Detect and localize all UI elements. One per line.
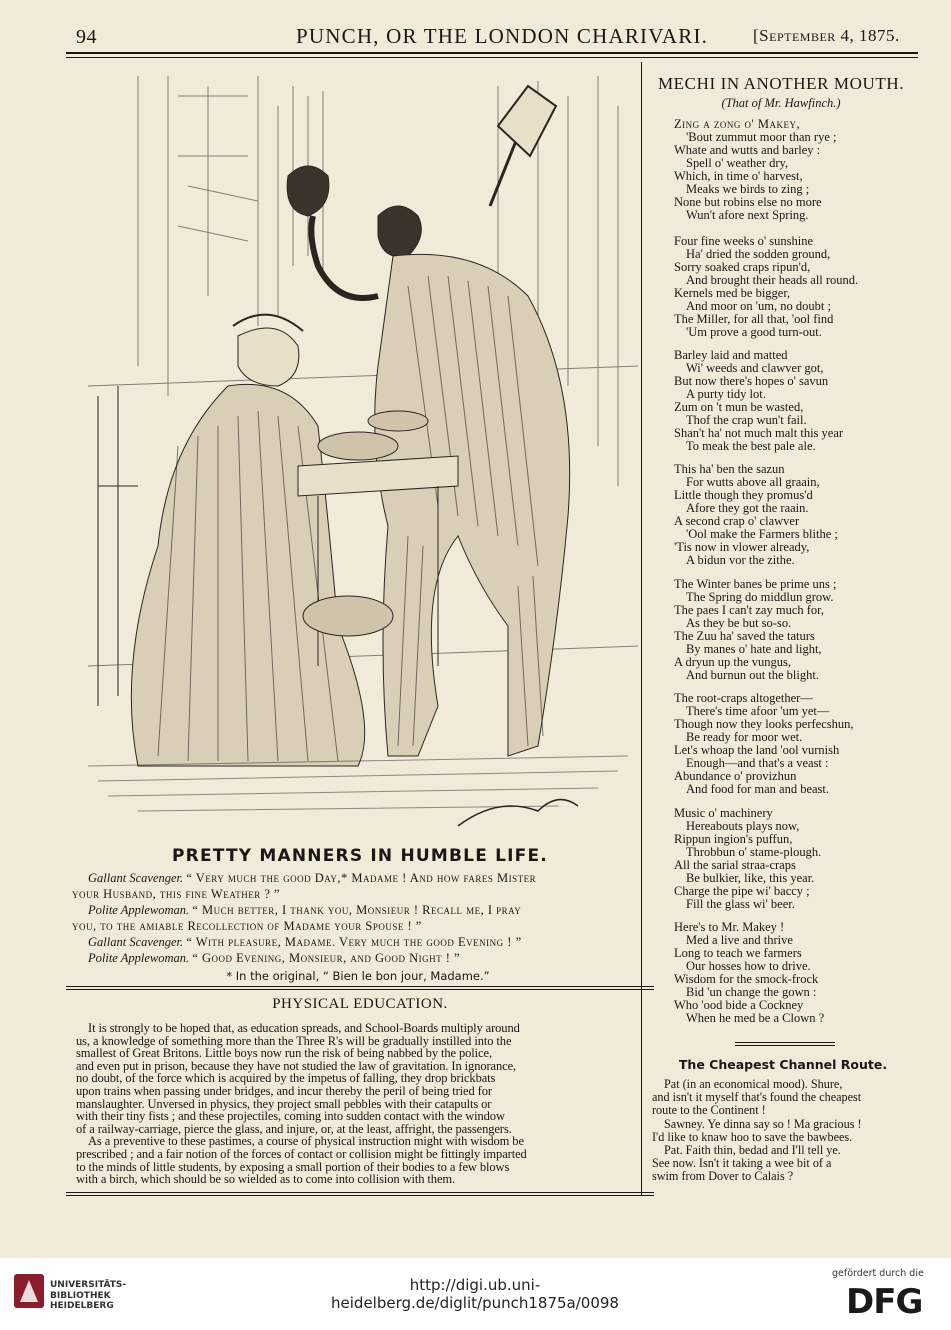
poem-line: Let's whoap the land 'ool vurnish — [674, 743, 840, 757]
article-line: prescribed ; and a fair notion of the forces of contact or collision might be fittingly imparted — [76, 1147, 527, 1161]
poem-line: And moor on 'um, no doubt ; — [686, 299, 831, 313]
section-rule — [735, 1042, 835, 1043]
route-line: and isn't it myself that's found the cheapest — [652, 1090, 862, 1105]
dialogue-line: your Husband, this fine Weather ? ” — [72, 887, 281, 901]
institution-line: HEIDELBERG — [50, 1301, 114, 1311]
poem-line: Zing a zong o' Makey, — [674, 117, 801, 131]
university-seal-icon — [12, 1272, 46, 1310]
poem-line: The Winter banes be prime uns ; — [674, 577, 837, 591]
poem-line: Hereabouts plays now, — [686, 819, 800, 833]
poem-line: But now there's hopes o' savun — [674, 374, 829, 388]
dialogue-text: “ Very much the good Day,* Madame ! And how fares Mister — [186, 871, 537, 885]
section-rule — [66, 986, 654, 987]
article-line: upon trains when passing under bridges, and incur thereby the peril of being tried for — [76, 1084, 492, 1098]
speaker: Gallant Scavenger. — [88, 935, 184, 949]
article-line: no doubt, of the force which is acquired by the impetus of falling, they drop brickbats — [76, 1071, 496, 1086]
poem-line: The Spring do middlun grow. — [686, 590, 834, 604]
institution-line: BIBLIOTHEK — [50, 1290, 111, 1301]
source-url-link[interactable]: http://digi.ub.uni-heidelberg.de/diglit/punch1875a/0098 — [331, 1276, 619, 1312]
poem-line: Meaks we birds to zing ; — [686, 182, 810, 196]
poem-line: Abundance o' provizhun — [674, 769, 797, 783]
dialogue-line — [72, 870, 644, 886]
poem-line: By manes o' hate and light, — [686, 642, 822, 656]
poem-line: A bidun vor the zithe. — [686, 553, 795, 567]
poem-line: Wisdom for the smock-frock — [674, 972, 819, 986]
poem-line: The Miller, for all that, 'ool find — [674, 312, 834, 326]
poem-line: Wun't afore next Spring. — [686, 208, 809, 222]
poem-line: Which, in time o' harvest, — [674, 169, 803, 183]
dialogue-line — [72, 902, 644, 918]
poem-line: Here's to Mr. Makey ! — [674, 920, 785, 934]
article-title: PHYSICAL EDUCATION. — [272, 996, 448, 1012]
poem-line: Be bulkier, like, this year. — [686, 871, 815, 885]
poem-line: Fill the glass wi' beer. — [686, 897, 795, 911]
poem-line: Med a live and thrive — [686, 933, 793, 947]
article-line: of a railway-carriage, pierce the glass, and injure, or, at the least, affright, the passengers. — [76, 1121, 512, 1136]
dialogue-line — [72, 950, 644, 966]
engraving-illustration — [78, 66, 640, 846]
poem-line: All the sarial straa-craps — [674, 858, 796, 872]
poem-title: MECHI IN ANOTHER MOUTH. — [657, 74, 905, 93]
institution-line: UNIVERSITÄTS- — [50, 1280, 127, 1290]
poem-line: Though now they looks perfecshun, — [674, 717, 854, 731]
poem-line: Charge the pipe wi' baccy ; — [674, 884, 810, 898]
poem-line: To meak the best pale ale. — [686, 439, 816, 453]
header-rule — [66, 52, 918, 54]
article-line: and even put in prison, because they have not studied the law of gravitation. In ignorance, — [76, 1058, 517, 1073]
route-line: Pat. Faith thin, bedad and I'll tell ye. — [664, 1143, 841, 1157]
speaker: Polite Applewoman. — [88, 951, 190, 965]
issue-date: [September 4, 1875. — [753, 26, 900, 45]
poem-line: Music o' machinery — [674, 806, 773, 820]
poem-line: 'Tis now in vlower already, — [674, 540, 810, 554]
poem-line: Enough—and that's a veast : — [686, 756, 829, 770]
poem-line: And food for man and beast. — [686, 782, 830, 796]
article-line: with a birch, which should be so wielded as to come into collision with them. — [76, 1172, 456, 1187]
poem-line: Who 'ood bide a Cockney — [674, 998, 804, 1012]
poem-line: For wutts above all graain, — [686, 475, 820, 489]
poem-line: As they be but so-so. — [686, 616, 792, 630]
poem-line: Long to teach we farmers — [674, 946, 802, 960]
poem-line: A purty tidy lot. — [686, 387, 766, 401]
poem-line: None but robins else no more — [674, 195, 822, 209]
sponsor-label: gefördert durch die — [832, 1268, 924, 1279]
poem-line: Shan't ha' not much malt this year — [674, 426, 844, 440]
poem-line: Four fine weeks o' sunshine — [674, 234, 814, 248]
dialogue-line — [72, 934, 644, 950]
poem-line: Zum on 't mun be wasted, — [674, 400, 804, 414]
article-line: with their tiny fists ; and these projectiles, coming into sudden contact with the window — [76, 1109, 505, 1124]
poem-line: Little though they promus'd — [674, 488, 813, 502]
poem-line: A dryun up the vungus, — [674, 655, 792, 669]
poem-line: 'Bout zummut moor than rye ; — [686, 130, 837, 144]
article-line: to the minds of little students, by exposing a small portion of their bodies to a few blows — [76, 1159, 510, 1174]
poem-line: And burnun out the blight. — [686, 668, 819, 682]
poem-line: Spell o' weather dry, — [686, 156, 789, 170]
poem-line: Thof the crap wun't fail. — [686, 413, 807, 427]
footnote: * In the original, “ Bien le bon jour, Madame.” — [226, 969, 490, 983]
poem-line: Afore they got the raain. — [686, 501, 809, 515]
poem-line: 'Um prove a good turn-out. — [686, 325, 822, 339]
poem-subtitle: (That of Mr. Hawfinch.) — [721, 96, 841, 110]
poem-line: This ha' ben the sazun — [674, 462, 785, 476]
article-line: It is strongly to be hoped that, as education spreads, and School-Boards multiply around — [88, 1021, 520, 1035]
dialogue-text: “ Much better, I thank you, Monsieur ! Recall me, I pray — [192, 903, 522, 917]
section-rule — [66, 989, 654, 990]
poem-line: Throbbun o' stame-plough. — [686, 845, 822, 859]
poem-line: Barley laid and matted — [674, 348, 788, 362]
dialogue-text: “ Good Evening, Monsieur, and Good Night ! ” — [192, 951, 461, 965]
page-header — [60, 22, 920, 50]
poem-line: 'Ool make the Farmers blithe ; — [686, 527, 838, 541]
page-number: 94 — [76, 26, 97, 48]
poem-line: When he med be a Clown ? — [686, 1011, 825, 1025]
article-line: smallest of Great Britons. Little boys now run the risk of being nabbed by the police, — [76, 1046, 492, 1061]
header-rule-thin — [66, 57, 918, 58]
poem-line: Sorry soaked craps ripun'd, — [674, 260, 811, 274]
poem-line: And brought their heads all round. — [686, 273, 859, 287]
route-line: See now. Isn't it taking a wee bit of a — [652, 1156, 832, 1171]
route-title: The Cheapest Channel Route. — [678, 1057, 888, 1072]
poem-line: Ha' dried the sodden ground, — [686, 247, 831, 261]
speaker: Gallant Scavenger. — [88, 871, 184, 885]
dialogue-line: you, to the amiable Recollection of Madame your Spouse ! ” — [72, 919, 422, 933]
poem-line: Bid 'un change the gown : — [686, 985, 817, 999]
dialogue-text: “ With pleasure, Madame. Very much the good Evening ! ” — [186, 935, 522, 949]
route-line: Sawney. Ye dinna say so ! Ma gracious ! — [664, 1116, 862, 1131]
poem-line: The paes I can't zay much for, — [674, 603, 824, 617]
poem-line: Rippun ingion's puffun, — [674, 832, 793, 846]
dfg-logo: DFG — [846, 1282, 923, 1322]
poem-line: Whate and wutts and barley : — [674, 143, 821, 157]
poem-line: Kernels med be bigger, — [674, 286, 791, 300]
poem-line: Wi' weeds and clawver got, — [686, 361, 824, 375]
institution-name — [50, 1280, 126, 1312]
section-rule — [66, 1195, 654, 1196]
route-line: swim from Dover to Calais ? — [652, 1169, 794, 1184]
section-rule — [66, 1192, 654, 1193]
article-line: us, a knowledge of something more than the Three R's will be gradually instilled into the — [76, 1033, 512, 1048]
poem-line: The root-craps altogether— — [674, 691, 813, 705]
poem-line: Our hosses how to drive. — [686, 959, 811, 973]
illustration-title: PRETTY MANNERS IN HUMBLE LIFE. — [172, 846, 548, 866]
digital-library-footer — [0, 1258, 951, 1330]
article-line: manslaughter. Unversed in physics, they project small pebbles with their catapults or — [76, 1096, 492, 1111]
route-line: route to the Continent ! — [652, 1103, 766, 1118]
route-line: I'd like to knaw hoo to save the bawbees. — [652, 1129, 853, 1144]
poem-line: There's time afoor 'um yet— — [686, 704, 830, 718]
magazine-title: PUNCH, OR THE LONDON CHARIVARI. — [296, 24, 709, 48]
poem-line: Be ready for moor wet. — [686, 730, 803, 744]
section-rule — [735, 1045, 835, 1046]
article-line: As a preventive to these pastimes, a course of physical instruction might with wisdom be — [88, 1134, 524, 1149]
poem-line: A second crap o' clawver — [674, 514, 800, 528]
route-line: Pat (in an economical mood). Shure, — [664, 1077, 843, 1091]
poem-line: The Zuu ha' saved the taturs — [674, 629, 815, 643]
speaker: Polite Applewoman. — [88, 903, 190, 917]
